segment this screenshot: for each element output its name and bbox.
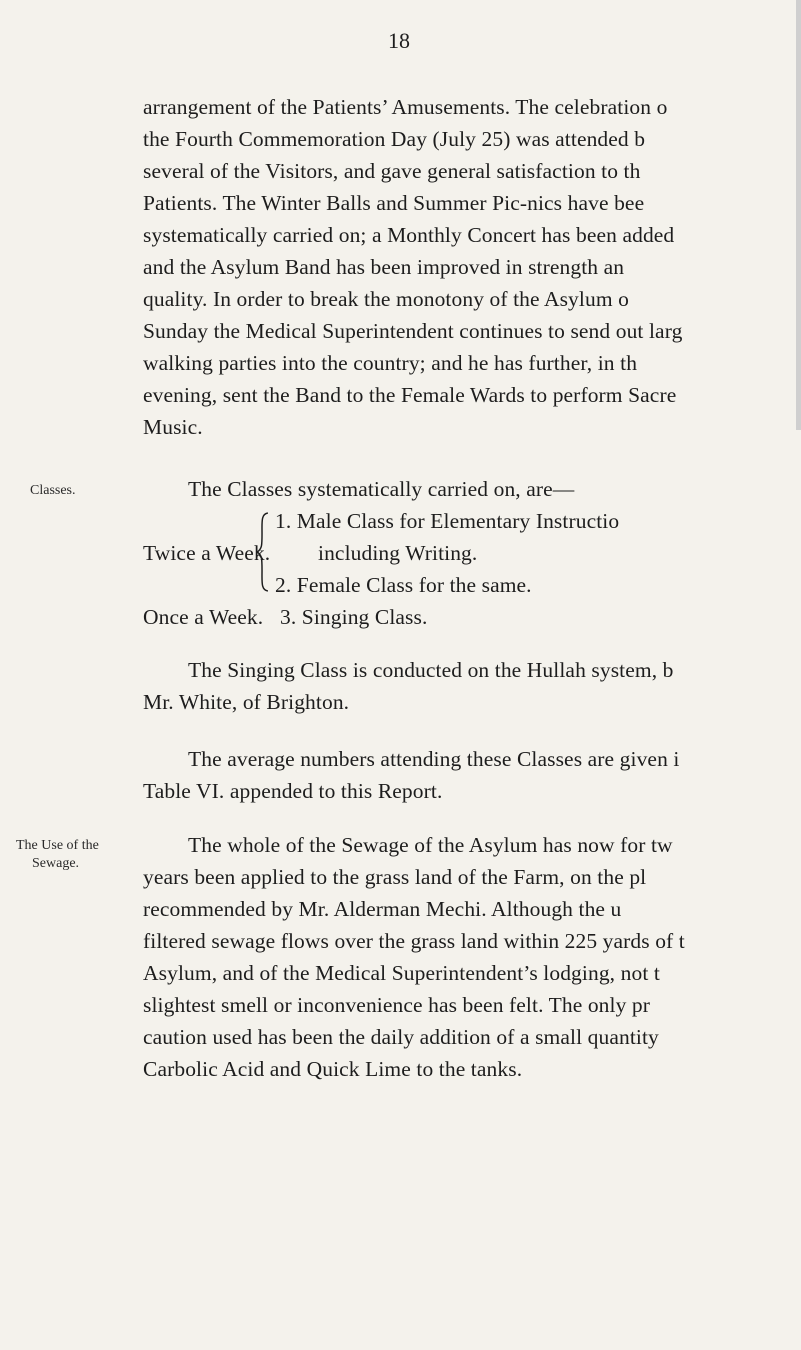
- text-line: The average numbers attending these Classes are given i: [188, 747, 680, 771]
- margin-note-sewage-2: Sewage.: [32, 856, 80, 871]
- text-line: arrangement of the Patients’ Amusements. The celebration o: [143, 95, 668, 119]
- text-line: and the Asylum Band has been improved in strength an: [143, 255, 625, 279]
- text-line: Asylum, and of the Medical Superintendent’s lodging, not t: [143, 961, 660, 985]
- text-line: evening, sent the Band to the Female Wards to perform Sacre: [143, 383, 677, 407]
- text-line: the Fourth Commemoration Day (July 25) was attended b: [143, 127, 646, 151]
- text-line: walking parties into the country; and he has further, in th: [143, 351, 638, 375]
- classes-item-1: 1. Male Class for Elementary Instructio: [275, 509, 620, 533]
- margin-note-classes: Classes.: [30, 483, 76, 498]
- text-line: slightest smell or inconvenience has been felt. The only pr: [143, 993, 651, 1017]
- text-line: Carbolic Acid and Quick Lime to the tanks.: [143, 1057, 523, 1081]
- text-line: Table VI. appended to this Report.: [143, 779, 443, 803]
- text-line: The whole of the Sewage of the Asylum has now for tw: [188, 833, 673, 857]
- text-line: The Singing Class is conducted on the Hullah system, b: [188, 658, 674, 682]
- classes-intro: The Classes systematically carried on, are—: [188, 477, 575, 501]
- text-line: Music.: [143, 415, 203, 439]
- page-edge-shadow: [796, 0, 801, 430]
- classes-item-2: 2. Female Class for the same.: [275, 573, 532, 597]
- classes-item-1-continued: including Writing.: [318, 541, 478, 565]
- page-number: 18: [388, 28, 410, 53]
- classes-item-3: 3. Singing Class.: [280, 605, 428, 629]
- text-line: Patients. The Winter Balls and Summer Pic-nics have bee: [143, 191, 645, 215]
- text-line: Sunday the Medical Superintendent continues to send out larg: [143, 319, 683, 343]
- once-a-week-label: Once a Week.: [143, 605, 264, 629]
- text-line: Mr. White, of Brighton.: [143, 690, 350, 714]
- text-line: filtered sewage flows over the grass land within 225 yards of t: [143, 929, 685, 953]
- margin-note-sewage-1: The Use of the: [16, 838, 99, 853]
- text-line: systematically carried on; a Monthly Concert has been added: [143, 223, 675, 247]
- text-line: recommended by Mr. Alderman Mechi. Although the u: [143, 897, 622, 921]
- text-line: quality. In order to break the monotony of the Asylum o: [143, 287, 629, 311]
- text-line: years been applied to the grass land of the Farm, on the pl: [143, 865, 647, 889]
- twice-a-week-label: Twice a Week.: [143, 541, 271, 565]
- text-line: caution used has been the daily addition of a small quantity: [143, 1025, 659, 1049]
- text-line: several of the Visitors, and gave general satisfaction to th: [143, 159, 641, 183]
- curly-brace: [256, 512, 270, 592]
